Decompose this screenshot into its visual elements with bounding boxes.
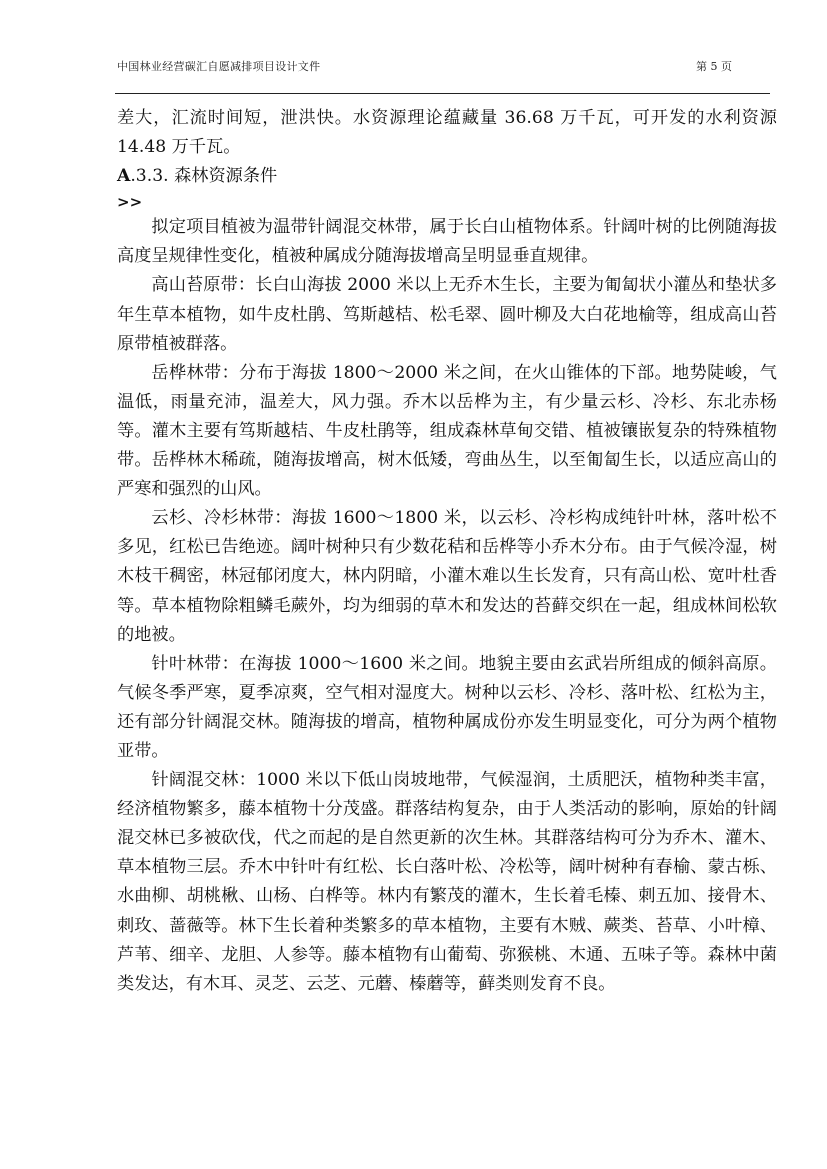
page-prefix: 第 [696,60,707,73]
paragraph-mixed-forest: 针阔混交林：1000 米以下低山岗坡地带，气候湿润，土质肥沃，植物种类丰富，经济植物繁多，藤本植物十分茂盛。群落结构复杂，由于人类活动的影响，原始的针阔混交林已多被砍伐，代之而起的是自然更新的次生林。其群落结构可分为乔木、灌木、草本植物三层。乔木中针叶有红松、长白落叶松、冷松等，阔叶树种有春榆、蒙古栎、水曲柳、胡桃楸、山杨、白桦等。林内有繁茂的灌木，生长着毛榛、刺五加、接骨木、刺玫、蔷薇等。林下生长着种类繁多的草本植物，主要有木贼、蕨类、苔草、小叶樟、芦苇、细辛、龙胆、人参等。藤本植物有山葡萄、弥猴桃、木通、五味子等。森林中菌类发达，有木耳、灵芝、云芝、元蘑、榛蘑等，藓类则发育不良。 [117,770,777,994]
section-number: .3.3. [130,166,169,187]
page-header [117,58,770,78]
page-number: 5 [710,60,718,73]
document-title: 中国林业经营碳汇自愿减排项目设计文件 [117,60,321,73]
section-number-bold: A [117,166,131,187]
paragraph-birch-belt: 岳桦林带：分布于海拔 1800～2000 米之间，在火山锥体的下部。地势陡峻，气温低，雨量充沛，温差大，风力强。乔木以岳桦为主，有少量云杉、冷杉、东北赤杨等。灌木主要有笃斯越桔、牛皮杜鹃等，组成森林草甸交错、植被镶嵌复杂的特殊植物带。岳桦林木稀疏，随海拔增高，树木低矮，弯曲丛生，以至匍匐生长，以适应高山的严寒和强烈的山风。 [117,362,777,500]
continuation-paragraph: 差大，汇流时间短，泄洪快。水资源理论蕴藏量 36.68 万千瓦，可开发的水利资源 14.48 万千瓦。 [117,108,777,158]
header-divider [115,93,770,94]
paragraph-spruce-fir-belt: 云杉、冷杉林带：海拔 1600～1800 米，以云杉、冷杉构成纯针叶林，落叶松不多见，红松已告绝迹。阔叶树种只有少数花秸和岳桦等小乔木分布。由于气候冷湿，树木枝干稠密，林冠郁闭度大，林内阴暗，小灌木难以生长发育，只有高山松、宽叶杜香等。草本植物除粗鳞毛蕨外，均为细弱的草木和发达的苔藓交织在一起，组成林间松软的地被。 [117,508,777,645]
paragraph-alpine-tundra: 高山苔原带：长白山海拔 2000 米以上无乔木生长，主要为匍匐状小灌丛和垫状多年生草本植物，如牛皮杜鹃、笃斯越桔、松毛翠、圆叶柳及大白花地榆等，组成高山苔原带植被群落。 [117,275,777,354]
page-suffix: 页 [721,60,732,73]
document-body [117,104,777,999]
page-number-label [696,58,732,74]
paragraph-conifer-belt: 针叶林带：在海拔 1000～1600 米之间。地貌主要由玄武岩所组成的倾斜高原。气候冬季严寒，夏季凉爽，空气相对湿度大。树种以云杉、冷杉、落叶松、红松为主，还有部分针阔混交林。随海拔的增高，植物种属成份亦发生明显变化，可分为两个植物亚带。 [117,653,777,761]
paragraph-intro: 拟定项目植被为温带针阔混交林带，属于长白山植物体系。针阔叶树的比例随海拔高度呈规律性变化，植被种属成分随海拔增高呈明显垂直规律。 [117,217,777,267]
section-title: 森林资源条件 [174,166,278,187]
list-marker: >> [117,193,143,212]
section-heading [117,162,777,191]
